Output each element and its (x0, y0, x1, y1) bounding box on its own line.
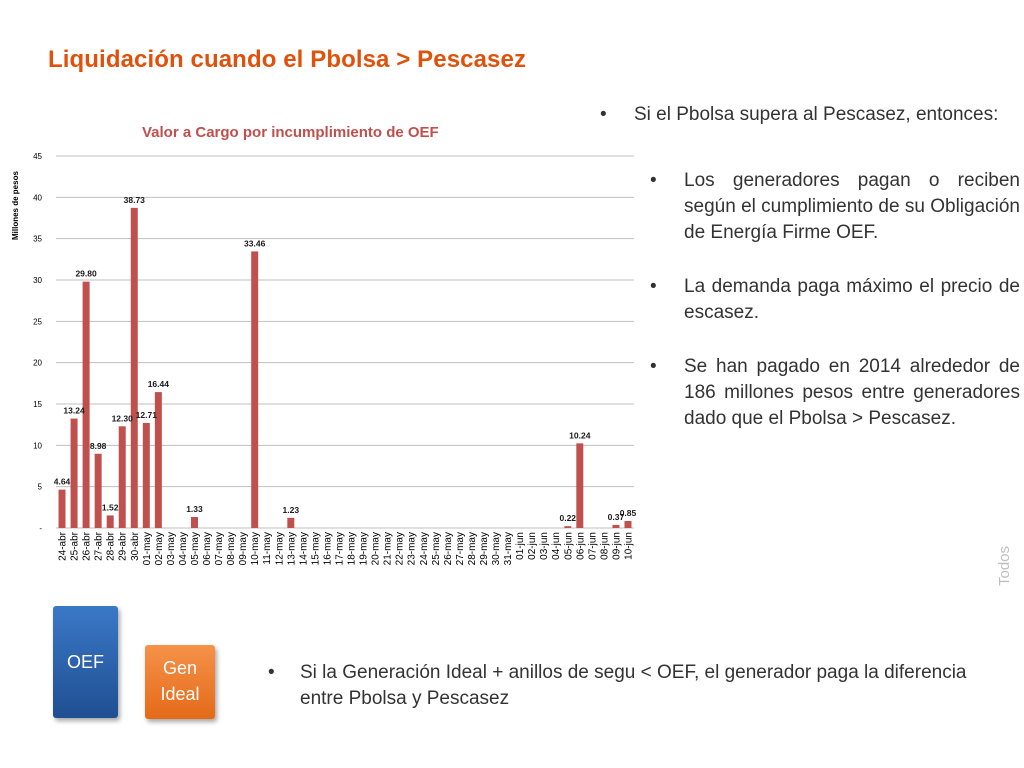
bar (71, 419, 78, 528)
y-tick-label: 35 (33, 234, 42, 244)
x-tick-label: 19-may (358, 532, 370, 566)
bullet-sub-3-text: Se han pagado en 2014 alrededor de 186 millones pesos entre generadores dado que el Pbolsa > Pescasez. (684, 356, 1020, 429)
x-tick-label: 31-may (503, 532, 515, 566)
y-tick-label: 30 (33, 276, 42, 285)
data-label: 12.30 (111, 413, 133, 424)
x-tick-label: 25-may (430, 532, 442, 566)
bar (251, 251, 258, 528)
bottom-bullet-text: Si la Generación Ideal + anillos de segu < OEF, el generador paga la diferencia entre Pbolsa y Pescasez (300, 662, 967, 709)
x-tick-label: 07-jun (587, 532, 599, 560)
x-tick-labels (58, 531, 635, 565)
watermark-text: Todos (996, 545, 1013, 586)
x-tick-label: 05-jun (563, 532, 575, 560)
x-tick-label: 26-may (442, 532, 454, 566)
gridlines (53, 156, 634, 528)
y-tick-label: 20 (33, 358, 42, 368)
bullet-dot: • (268, 662, 275, 683)
x-tick-label: 17-may (334, 532, 346, 566)
x-tick-label: 06-may (202, 532, 214, 566)
x-tick-label: 23-may (406, 532, 418, 566)
x-tick-label: 04-may (177, 532, 189, 566)
x-tick-label: 10-jun (623, 532, 635, 560)
x-tick-label: 29-abr (117, 532, 129, 561)
bullet-sub-2-text: La demanda paga máximo el precio de escasez. (684, 276, 1020, 323)
x-tick-label: 18-may (346, 532, 358, 566)
x-tick-label: 01-may (141, 532, 153, 566)
gen-ideal-line1: Gen (162, 658, 198, 678)
x-tick-label: 16-may (322, 532, 334, 566)
bar (191, 517, 198, 528)
data-label: 10.24 (569, 430, 591, 441)
bottom-bullet (268, 660, 1008, 712)
y-tick-label: 10 (33, 441, 42, 451)
slide-title: Liquidación cuando el Pbolsa > Pescasez (48, 46, 527, 73)
x-tick-label: 21-may (382, 532, 394, 566)
x-tick-label: 07-may (214, 532, 226, 566)
x-tick-label: 08-jun (599, 532, 611, 560)
data-label: 38.73 (123, 194, 145, 205)
chart-title: Valor a Cargo por incumplimiento de OEF (142, 124, 439, 141)
data-label: 4.64 (53, 476, 71, 487)
x-tick-label: 05-may (189, 532, 201, 566)
x-tick-label: 26-abr (81, 532, 93, 561)
data-label: 8.98 (89, 440, 107, 451)
y-tick-labels (33, 152, 42, 533)
x-tick-label: 10-may (250, 532, 262, 566)
y-tick-label: 25 (33, 317, 42, 327)
bullet-dot: • (650, 170, 657, 191)
data-label: 12.71 (135, 409, 157, 420)
bar (59, 490, 66, 528)
bar (107, 515, 114, 528)
bullet-main-text: Si el Pbolsa supera al Pescasez, entonces: (634, 104, 999, 125)
bullet-dot: • (650, 356, 657, 377)
x-tick-label: 29-may (478, 532, 490, 566)
x-tick-label: 20-may (370, 532, 382, 566)
oef-button-label: OEF (66, 652, 104, 672)
bar (624, 521, 631, 528)
data-label: 1.23 (282, 504, 300, 515)
bullet-sub-2 (650, 274, 1020, 326)
data-label: 13.24 (63, 405, 85, 416)
bars (59, 208, 632, 528)
bar (287, 518, 294, 528)
x-tick-label: 22-may (394, 532, 406, 566)
bullet-sub-3 (650, 354, 1020, 432)
x-tick-label: 25-abr (69, 532, 81, 561)
x-tick-label: 27-may (454, 532, 466, 566)
x-tick-label: 14-may (298, 532, 310, 566)
y-tick-label: 15 (33, 400, 42, 409)
x-tick-label: 13-may (286, 532, 298, 566)
x-tick-label: 30-may (491, 532, 503, 566)
y-tick-label: - (39, 524, 42, 533)
x-tick-label: 02-may (153, 532, 165, 566)
x-tick-label: 06-jun (575, 532, 587, 560)
oef-button[interactable] (53, 606, 118, 718)
x-tick-label: 09-jun (611, 532, 623, 560)
y-tick-label: 40 (33, 193, 42, 203)
bullet-dot: • (600, 104, 607, 125)
gen-ideal-button[interactable] (145, 645, 215, 719)
x-tick-label: 01-jun (515, 532, 527, 560)
bar (119, 426, 126, 528)
x-tick-label: 03-jun (539, 532, 551, 560)
bar (612, 525, 619, 528)
data-label: 0.85 (619, 507, 637, 518)
gen-ideal-line2: Ideal (160, 684, 200, 704)
x-tick-label: 03-may (165, 532, 177, 566)
x-tick-label: 27-abr (93, 532, 105, 561)
data-label: 0.22 (559, 513, 577, 524)
data-label: 1.33 (186, 504, 203, 515)
data-label: 29.80 (75, 268, 97, 279)
y-axis-label: Millones de pesos (11, 171, 20, 240)
x-tick-label: 30-abr (129, 532, 141, 561)
bar (143, 423, 150, 528)
data-label: 33.46 (244, 238, 266, 249)
bar (564, 526, 571, 528)
x-tick-label: 15-may (310, 532, 322, 566)
x-tick-label: 24-may (418, 532, 430, 566)
y-tick-label: 5 (37, 482, 42, 492)
data-label: 1.52 (101, 502, 119, 513)
x-tick-label: 02-jun (527, 532, 539, 560)
data-labels (54, 195, 637, 523)
bullet-main (600, 102, 1020, 128)
bullet-sub-1 (650, 168, 1020, 246)
x-tick-label: 08-may (226, 532, 238, 566)
x-tick-label: 09-may (238, 532, 250, 566)
bar-chart (11, 118, 640, 588)
bar (131, 208, 138, 528)
x-tick-label: 28-abr (105, 532, 117, 561)
x-tick-label: 04-jun (551, 532, 563, 560)
bullet-dot: • (650, 276, 657, 297)
x-tick-label: 28-may (466, 532, 478, 566)
bullet-list (600, 102, 1020, 432)
bullet-sub-1-text: Los generadores pagan o reciben según el cumplimiento de su Obligación de Energía Firme OEF. (684, 170, 1020, 243)
x-tick-label: 12-may (274, 532, 286, 566)
x-tick-label: 24-abr (57, 532, 69, 561)
x-tick-label: 11-may (262, 532, 274, 565)
y-tick-label: 45 (33, 152, 42, 161)
bar (95, 454, 102, 528)
data-label: 16.44 (147, 379, 169, 390)
bar (576, 443, 583, 528)
data-label: 0.37 (607, 511, 625, 522)
